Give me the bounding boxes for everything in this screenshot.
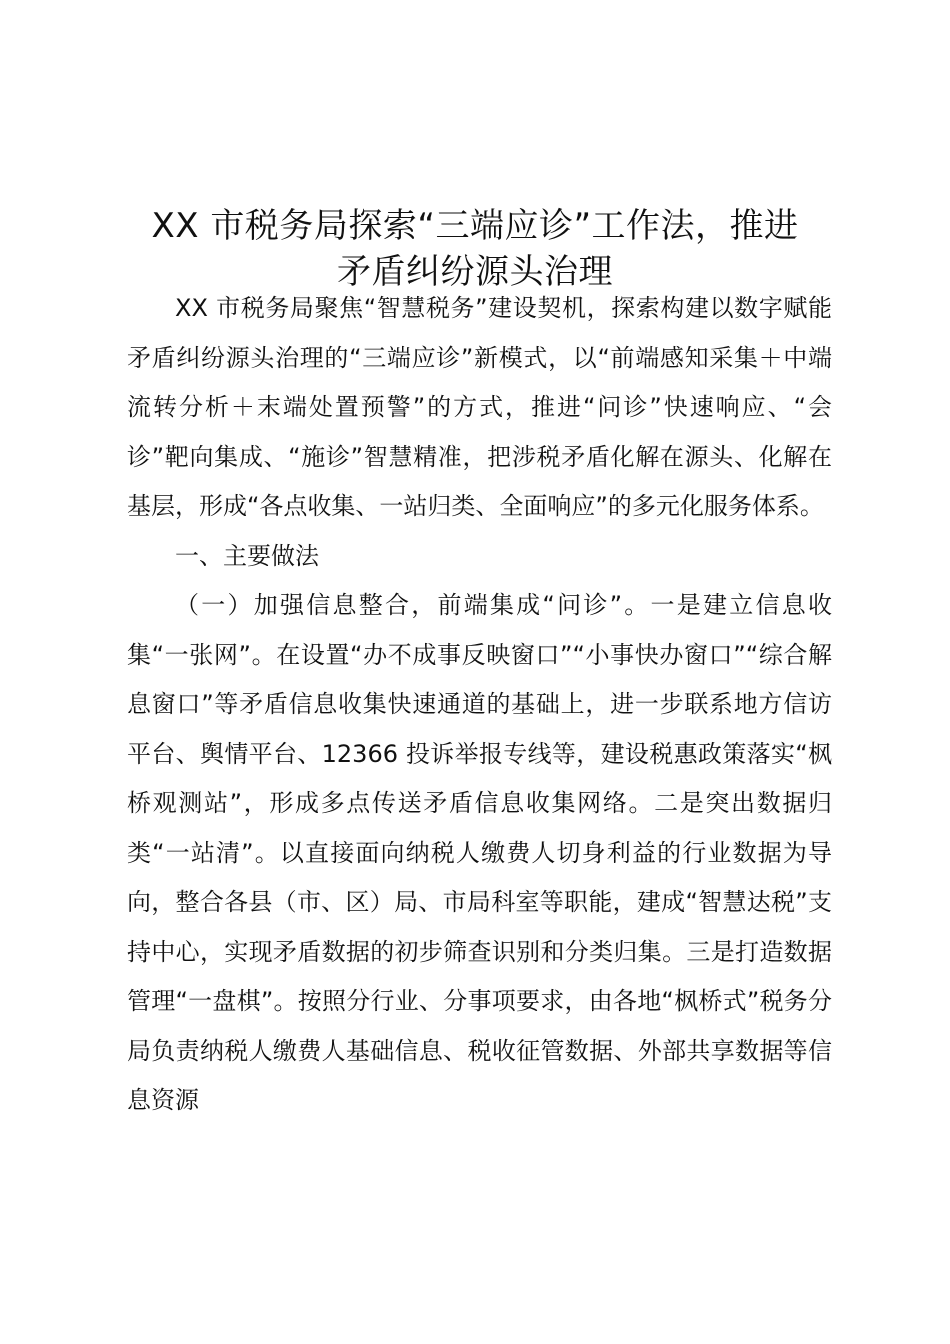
document-title [110, 203, 840, 295]
intro-paragraph: XX 市税务局聚焦“智慧税务”建设契机，探索构建以数字赋能矛盾纠纷源头治理的“三端应诊”新模式，以“前端感知采集＋中端流转分析＋末端处置预警”的方式，推进“问诊”快速响应、“会诊”靶向集成、“施诊”智慧精准，把涉税矛盾化解在源头、化解在基层，形成“各点收集、一站归类、全面响应”的多元化服务体系。 [127, 294, 832, 520]
title-line-2: 矛盾纠纷源头治理 [337, 251, 613, 292]
section-heading: 一、主要做法 [175, 541, 319, 570]
subsection-paragraph: （一）加强信息整合，前端集成“问诊”。一是建立信息收集“一张网”。在设置“办不成事反映窗口”“小事快办窗口”“综合解息窗口”等矛盾信息收集快速通道的基础上，进一步联系地方信访平台、舆情平台、12366 投诉举报专线等，建设税惠政策落实“枫桥观测站”，形成多点传送矛盾信息收集网络。二是突出数据归类“一站清”。以直接面向纳税人缴费人切身利益的行业数据为导向，整合各县（市、区）局、市局科室等职能，建成“智慧达税”支持中心，实现矛盾数据的初步筛查识别和分类归集。三是打造数据管理“一盘棋”。按照分行业、分事项要求，由各地“枫桥式”税务分局负责纳税人缴费人基础信息、税收征管数据、外部共享数据等信息资源 [127, 591, 832, 1114]
document-body [127, 284, 832, 1126]
title-line-1: XX 市税务局探索“三端应诊”工作法，推进 [151, 205, 799, 246]
